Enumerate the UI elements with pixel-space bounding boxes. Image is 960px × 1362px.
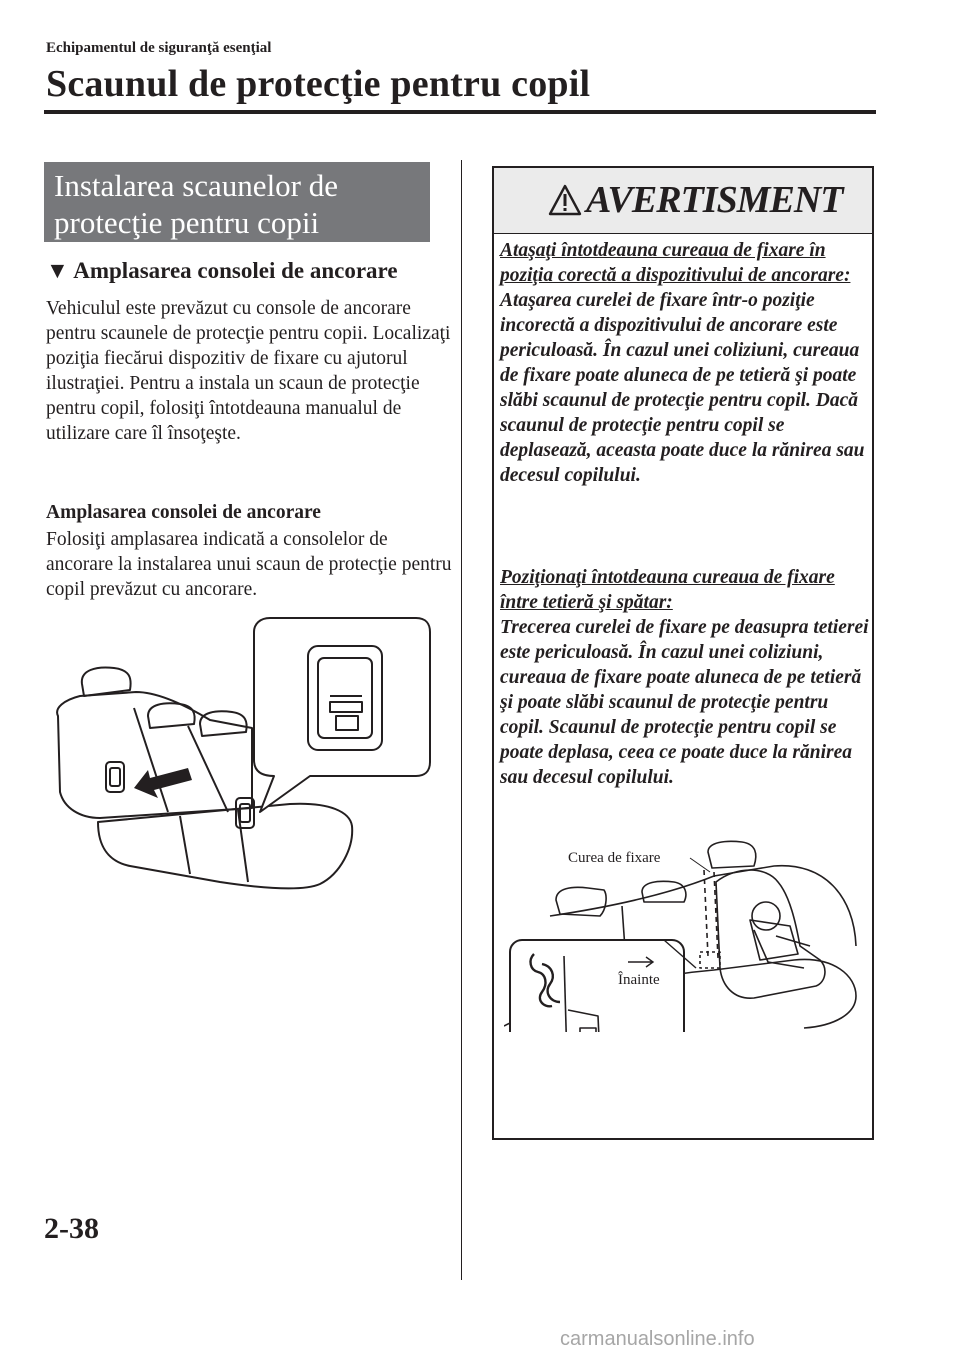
warning-triangle-icon (548, 184, 582, 216)
rear-seat-anchor-illustration (40, 612, 432, 902)
page-number: 2-38 (44, 1212, 99, 1245)
watermark: carmanualsonline.info (560, 1328, 755, 1350)
intro-paragraph: Vehiculul este prevăzut cu console de ancorare pentru scaunele de protecţie pentru copii. Localizaţi poziţia fiecărui dispozitiv de fixare cu ajutorul ilustraţiei. Pentru a instala un scaun de protecţie pentru copil, folosiţi întotdeauna manualul de utilizare care îl însoţeşte. (46, 298, 451, 444)
headrest-right (200, 711, 247, 736)
location-heading: Amplasarea consolei de ancorare (46, 502, 321, 523)
warning-title: AVERTISMENT (586, 179, 843, 221)
warning-item-1 (500, 238, 870, 488)
section-banner: Instalarea scaunelor de protecţie pentru copii (44, 162, 430, 242)
warning-item-2 (500, 565, 870, 790)
tether-label: Curea de fixare (568, 850, 661, 866)
location-paragraph: Folosiţi amplasarea indicată a consolelor de ancorare la instalarea unui scaun de protecţie pentru copil prevăzut cu ancorare. (46, 529, 452, 600)
title-rule (44, 110, 876, 114)
triangle-marker-icon: ▼ (46, 258, 69, 283)
forward-label: Înainte (618, 972, 660, 988)
warning-item-1-body: Ataşarea curelei de fixare într-o poziţie incorectă a dispozitivului de ancorare este periculoasă. În cazul unei coliziuni, cureaua de fixare poate aluneca de pe tetieră şi poate slăbi scaunul de protecţie pentru copil. Dacă scaunul de protecţie pentru copil se deplasează, aceasta poate duce la rănirea sau decesul copilului. (500, 290, 865, 486)
warning-item-2-body: Trecerea curelei de fixare pe deasupra tetierei este periculoasă. În cazul unei coliziuni, cureaua de fixare poate aluneca de pe tetieră şi poate slăbi scaunul de protecţie pentru copil. Scaunul de protecţie pentru copil se poate deplasa, ceea ce poate duce la rănirea sau decesul copilului. (500, 617, 869, 788)
warning-item-1-heading: Ataşaţi întotdeauna cureaua de fixare în poziţia corectă a dispozitivului de ancorare: (500, 240, 851, 286)
page-title: Scaunul de protecţie pentru copil (46, 63, 591, 105)
breadcrumb: Echipamentul de siguranţă esenţial (46, 40, 272, 56)
child-seat-tether-illustration (504, 836, 864, 1032)
anchor-bracket-left (106, 762, 124, 792)
headrest-left (82, 668, 131, 696)
sub-heading (46, 258, 398, 284)
child-seat (716, 870, 825, 998)
tether-strap (704, 870, 708, 956)
column-divider (461, 160, 462, 1280)
warning-header (494, 168, 872, 234)
warning-item-2-heading: Poziţionaţi întotdeauna cureaua de fixare între tetieră şi spătar: (500, 567, 835, 613)
sub-heading-text: Amplasarea consolei de ancorare (73, 258, 398, 283)
